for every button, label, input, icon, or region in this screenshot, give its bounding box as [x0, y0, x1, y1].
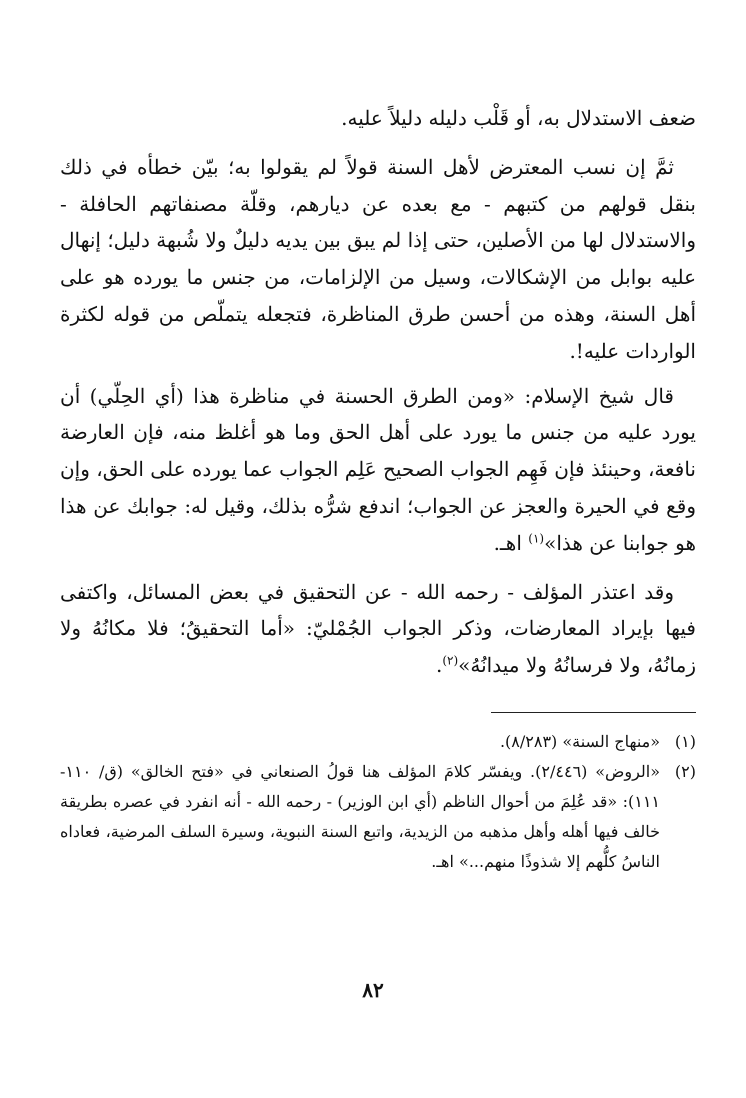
- footnote-1-number: (١): [674, 731, 696, 751]
- paragraph-2: ثمَّ إن نسب المعترض لأهل السنة قولاً لم يقولوا به؛ بيّن خطأه في ذلك بنقل قولهم من كتبهم - مع بعده عن ديارهم، وقلّة مصنفاتهم الحافلة - والاستدلال لها من الأصلين، حتى إذا لم يبق بين يديه دليلٌ ولا شُبهة دليل؛ إنهال عليه بوابل من الإشكالات، وسيل من الإلزامات، من جنس ما يورده هو على أهل السنة، وهذه من أحسن طرق المناظرة، فتجعله يتملّص من قوله لكثرة الواردات عليه!.: [60, 154, 696, 363]
- footnote-1: [60, 727, 696, 757]
- paragraph-4-text: وقد اعتذر المؤلف - رحمه الله - عن التحقيق في بعض المسائل، واكتفى فيها بإيراد المعارضات، وذكر الجواب الجُمْليّ: «أما التحقيقُ؛ فلا مكانُهُ ولا زمانُهُ، ولا فرسانُهُ ولا ميدانُهُ»: [60, 579, 696, 678]
- footnote-ref-1[interactable]: (١): [528, 531, 545, 546]
- paragraph-1: ضعف الاستدلال به، أو قَلْب دليله دليلاً عليه.: [341, 106, 696, 130]
- footnote-2-number: (٢): [674, 761, 696, 781]
- page-body: [60, 100, 696, 877]
- page-number: ٨٢: [362, 978, 384, 1002]
- footnote-separator: [491, 712, 696, 713]
- paragraph-4: [60, 574, 696, 684]
- paragraph-3-text: قال شيخ الإسلام: «ومن الطرق الحسنة في مناظرة هذا (أي الحِلّي) أن يورد عليه من جنس ما يورد على أهل الحق وما هو أغلظ منه، فإن العارضة نافعة، وحينئذ فإن فَهِم الجواب الصحيح عَلِم الجواب عما يورده على الحق، وإن وقع في الحيرة والعجز عن الجواب؛ اندفع شرُّه بذلك، وقيل له: جوابك عن هذا هو جوابنا عن هذا»: [59, 383, 696, 555]
- footnote-2-text: «الروض» (٢/٤٤٦). ويفسّر كلامَ المؤلف هنا قولُ الصنعاني في «فتح الخالق» (ق/ ١١٠- ١١١): «قد عُلِمَ من أحوال الناظم (أي ابن الوزير) - رحمه الله - أنه انفرد في عصره بطريقة خالف فيها أهله وأهل مذهبه من الزيدية، واتبع السنة النبوية، وسيرة السلف المرضية، فعاداه الناسُ كلُّهم إلا شذوذًا منهم...» اهـ.: [60, 761, 661, 871]
- footnote-1-text: «منهاج السنة» (٨/٢٨٣).: [499, 731, 660, 751]
- footnote-ref-2[interactable]: (٢): [442, 653, 459, 668]
- paragraph-3-quote: [60, 378, 696, 562]
- paragraph-4-tail: .: [435, 653, 443, 678]
- paragraph-3-tail: اهـ.: [493, 530, 529, 555]
- footnote-2: [60, 757, 696, 877]
